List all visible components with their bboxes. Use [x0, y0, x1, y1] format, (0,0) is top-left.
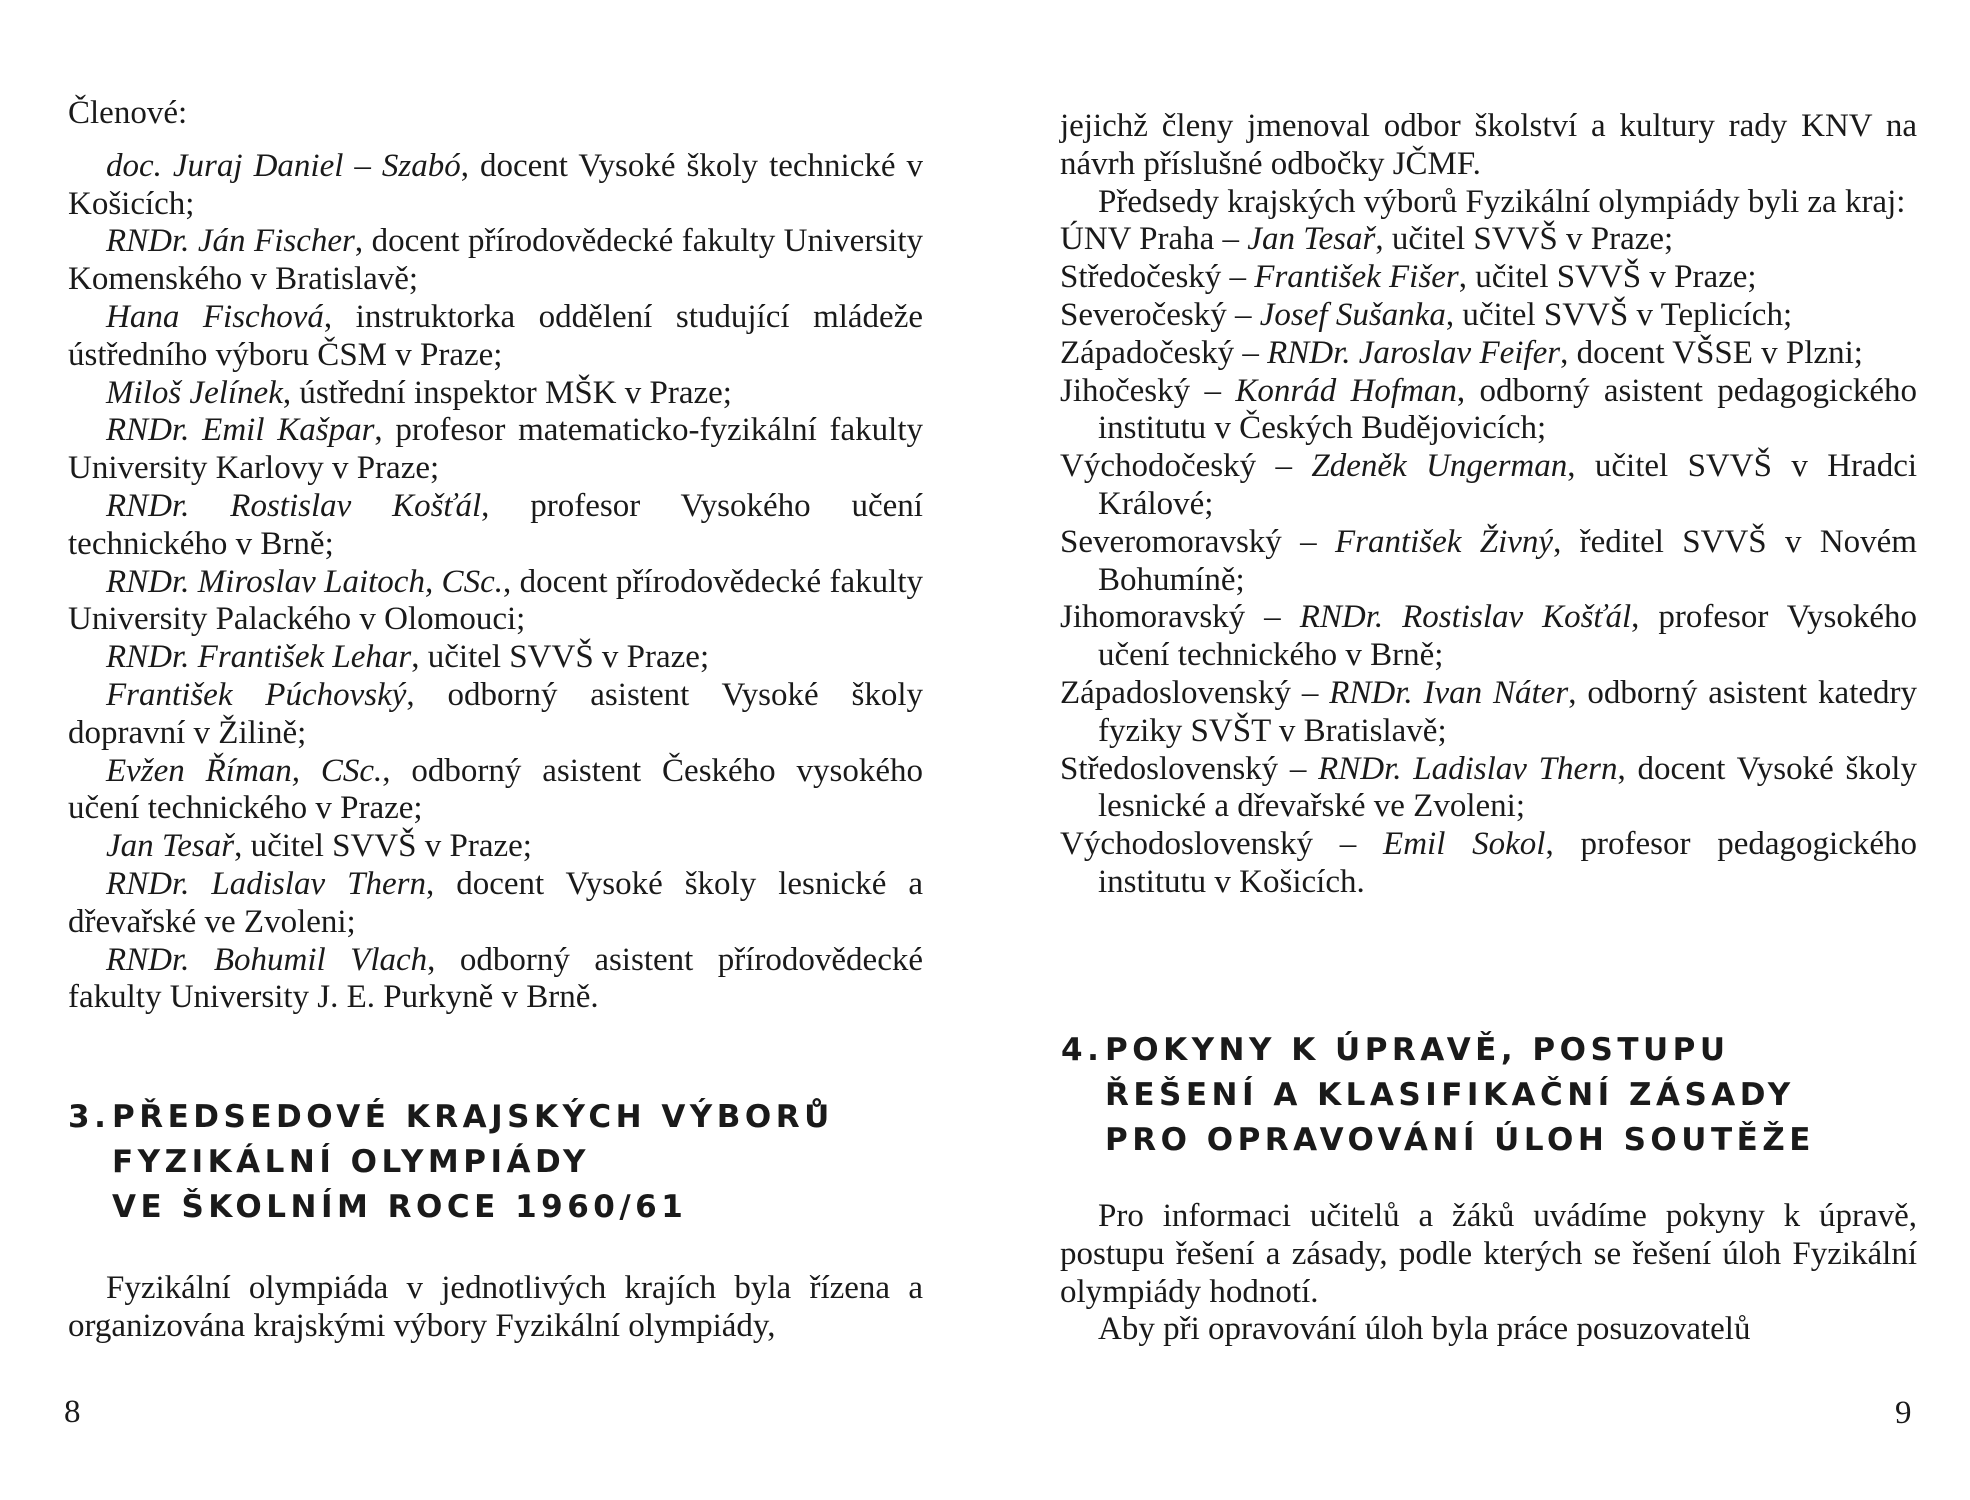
member-name: František Púchovský: [106, 676, 407, 713]
heading-line: POKYNY K ÚPRAVĚ, POSTUPU: [1105, 1032, 1730, 1068]
region-name: Východoslovenský –: [1060, 826, 1384, 863]
chair-entry: [1060, 335, 1917, 373]
chair-description: , učitel SVVŠ v Praze;: [1458, 259, 1757, 296]
member-description: , odborný asistent Českého vysokého učení technického v Praze;: [68, 752, 924, 827]
member-entry: [68, 753, 923, 829]
heading-line: PRO OPRAVOVÁNÍ ÚLOH SOUTĚŽE: [1105, 1122, 1815, 1158]
paragraph: Aby při opravování úloh byla práce posuzovatelů: [1098, 1311, 1751, 1348]
member-entry: [68, 299, 923, 375]
chair-name: František Fišer: [1254, 259, 1459, 296]
chair-entry: [1060, 448, 1917, 524]
chair-entry: [1060, 373, 1917, 449]
member-description: , odborný asistent Vysoké školy dopravní v Žilině;: [68, 676, 923, 751]
member-description: , profesor Vysokého učení technického v Brně;: [68, 487, 923, 562]
member-name: RNDr. Ján Fischer: [106, 223, 355, 260]
chair-entry: [1060, 297, 1917, 335]
member-description: , docent Vysoké školy lesnické a dřevařské ve Zvoleni;: [68, 865, 923, 940]
member-description: , ústřední inspektor MŠK v Praze;: [282, 374, 732, 411]
member-entry: [68, 828, 923, 866]
members-heading: Členové:: [68, 95, 188, 131]
member-entry: [68, 564, 923, 640]
member-entry: [68, 223, 923, 299]
member-name: RNDr. Rostislav Košťál: [106, 487, 482, 524]
section-number: 3.: [68, 1099, 111, 1135]
chairs-section: [1060, 108, 1917, 902]
section-3-body: [68, 1270, 923, 1346]
page-number: 8: [64, 1394, 81, 1430]
member-description: , učitel SVVŠ v Praze;: [234, 828, 532, 865]
region-name: Západočeský –: [1060, 334, 1268, 371]
chair-entry: [1060, 221, 1917, 259]
member-name: RNDr. Ladislav Thern: [106, 865, 426, 902]
member-entry: [68, 488, 923, 564]
region-name: ÚNV Praha –: [1060, 221, 1248, 258]
region-name: Jihomoravský –: [1060, 599, 1300, 636]
chairs-list: [1060, 221, 1917, 901]
member-entry: [68, 677, 923, 753]
member-description: , odborný asistent přírodovědecké fakulty University J. E. Purkyně v Brně.: [68, 941, 923, 1016]
member-name: Hana Fischová: [106, 298, 324, 335]
chair-description: , učitel SVVŠ v Hradci Králové;: [1098, 448, 1918, 522]
member-entry: [68, 148, 923, 224]
member-description: , docent přírodovědecké fakulty University Palackého v Olomouci;: [68, 563, 923, 638]
chair-description: , docent VŠSE v Plzni;: [1560, 334, 1863, 371]
chair-description: , docent Vysoké školy lesnické a dřevařské ve Zvoleni;: [1098, 750, 1917, 825]
paragraph: Pro informaci učitelů a žáků uvádíme pokyny k úpravě, postupu řešení a zásady, podle kterých se řešení úloh Fyzikální olympiády hodnotí.: [1060, 1198, 1917, 1310]
chair-name: Josef Sušanka: [1259, 296, 1446, 333]
heading-line: ŘEŠENÍ A KLASIFIKAČNÍ ZÁSADY: [1105, 1077, 1795, 1113]
members-list: [68, 148, 923, 1017]
member-description: , docent Vysoké školy technické v Košicích;: [68, 147, 923, 222]
paragraph: Předsedy krajských výborů Fyzikální olympiády byli za kraj:: [1098, 183, 1906, 220]
member-name: RNDr. Emil Kašpar: [106, 412, 375, 449]
member-entry: [68, 375, 923, 413]
chair-entry: [1060, 751, 1917, 827]
chair-name: Emil Sokol: [1383, 826, 1546, 863]
members-section: [68, 95, 923, 1017]
chair-entry: [1060, 826, 1917, 902]
section-3-heading: [68, 1095, 942, 1230]
region-name: Jihočeský –: [1060, 372, 1236, 409]
region-name: Středoslovenský –: [1060, 750, 1319, 787]
chair-description: , profesor Vysokého učení technického v Brně;: [1098, 599, 1917, 674]
paragraph: Fyzikální olympiáda v jednotlivých krajích byla řízena a organizována krajskými výbory Fyzikální olympiády,: [68, 1270, 923, 1344]
member-name: RNDr. Bohumil Vlach: [106, 941, 428, 978]
member-description: , instruktorka oddělení studující mládeže ústředního výboru ČSM v Praze;: [68, 298, 924, 373]
chair-description: , odborný asistent pedagogického institutu v Českých Budějovicích;: [1098, 372, 1917, 447]
chair-name: Zdeněk Ungerman: [1311, 448, 1568, 485]
chair-entry: [1060, 524, 1917, 600]
member-description: , docent přírodovědecké fakulty University Komenského v Bratislavě;: [68, 223, 923, 298]
member-entry: [68, 866, 923, 942]
paragraph: jejichž členy jmenoval odbor školství a kultury rady KNV na návrh příslušné odbočky JČMF.: [1060, 108, 1917, 182]
member-entry: [68, 942, 923, 1018]
member-name: RNDr. František Lehar: [106, 639, 412, 676]
region-name: Severomoravský –: [1060, 523, 1335, 560]
section-number: 4.: [1061, 1032, 1104, 1068]
chair-name: RNDr. Jaroslav Feifer: [1267, 334, 1561, 371]
chair-entry: [1060, 599, 1917, 675]
region-name: Západoslovenský –: [1060, 674, 1330, 711]
chair-name: František Živný: [1334, 523, 1554, 560]
region-name: Východočeský –: [1060, 448, 1312, 485]
chair-name: RNDr. Ladislav Thern: [1318, 750, 1618, 787]
chair-description: , ředitel SVVŠ v Novém Bohumíně;: [1098, 523, 1917, 598]
chair-entry: [1060, 675, 1917, 751]
chair-name: RNDr. Ivan Náter: [1329, 674, 1569, 711]
chair-description: , odborný asistent katedry fyziky SVŠT v Bratislavě;: [1098, 674, 1917, 749]
region-name: Středočeský –: [1060, 259, 1255, 296]
right-page: [985, 0, 1970, 1500]
chair-entry: [1060, 259, 1917, 297]
member-name: RNDr. Miroslav Laitoch, CSc.: [106, 563, 503, 600]
member-entry: [68, 412, 923, 488]
chair-name: RNDr. Rostislav Košťál: [1299, 599, 1632, 636]
member-description: , učitel SVVŠ v Praze;: [411, 639, 710, 676]
heading-line: VE ŠKOLNÍM ROCE 1960/61: [112, 1189, 688, 1225]
section-4-body: [1060, 1198, 1917, 1349]
member-description: , profesor matematicko-fyzikální fakulty University Karlovy v Praze;: [68, 412, 923, 487]
chair-description: , profesor pedagogického institutu v Košicích.: [1098, 826, 1917, 900]
chair-name: Konrád Hofman: [1235, 372, 1457, 409]
region-name: Severočeský –: [1060, 296, 1260, 333]
member-name: Evžen Říman, CSc.: [106, 752, 383, 789]
chair-description: , učitel SVVŠ v Teplicích;: [1445, 296, 1793, 333]
member-name: Miloš Jelínek: [106, 374, 283, 411]
member-name: doc. Juraj Daniel – Szabó: [106, 147, 461, 184]
heading-line: PŘEDSEDOVÉ KRAJSKÝCH VÝBORŮ: [112, 1099, 834, 1135]
member-entry: [68, 639, 923, 677]
member-name: Jan Tesař: [106, 828, 235, 865]
chair-description: , učitel SVVŠ v Praze;: [1375, 221, 1674, 258]
chair-name: Jan Tesař: [1247, 221, 1376, 258]
page-number: 9: [1895, 1395, 1912, 1431]
section-4-heading: [1061, 1028, 1935, 1163]
heading-line: FYZIKÁLNÍ OLYMPIÁDY: [112, 1144, 590, 1180]
